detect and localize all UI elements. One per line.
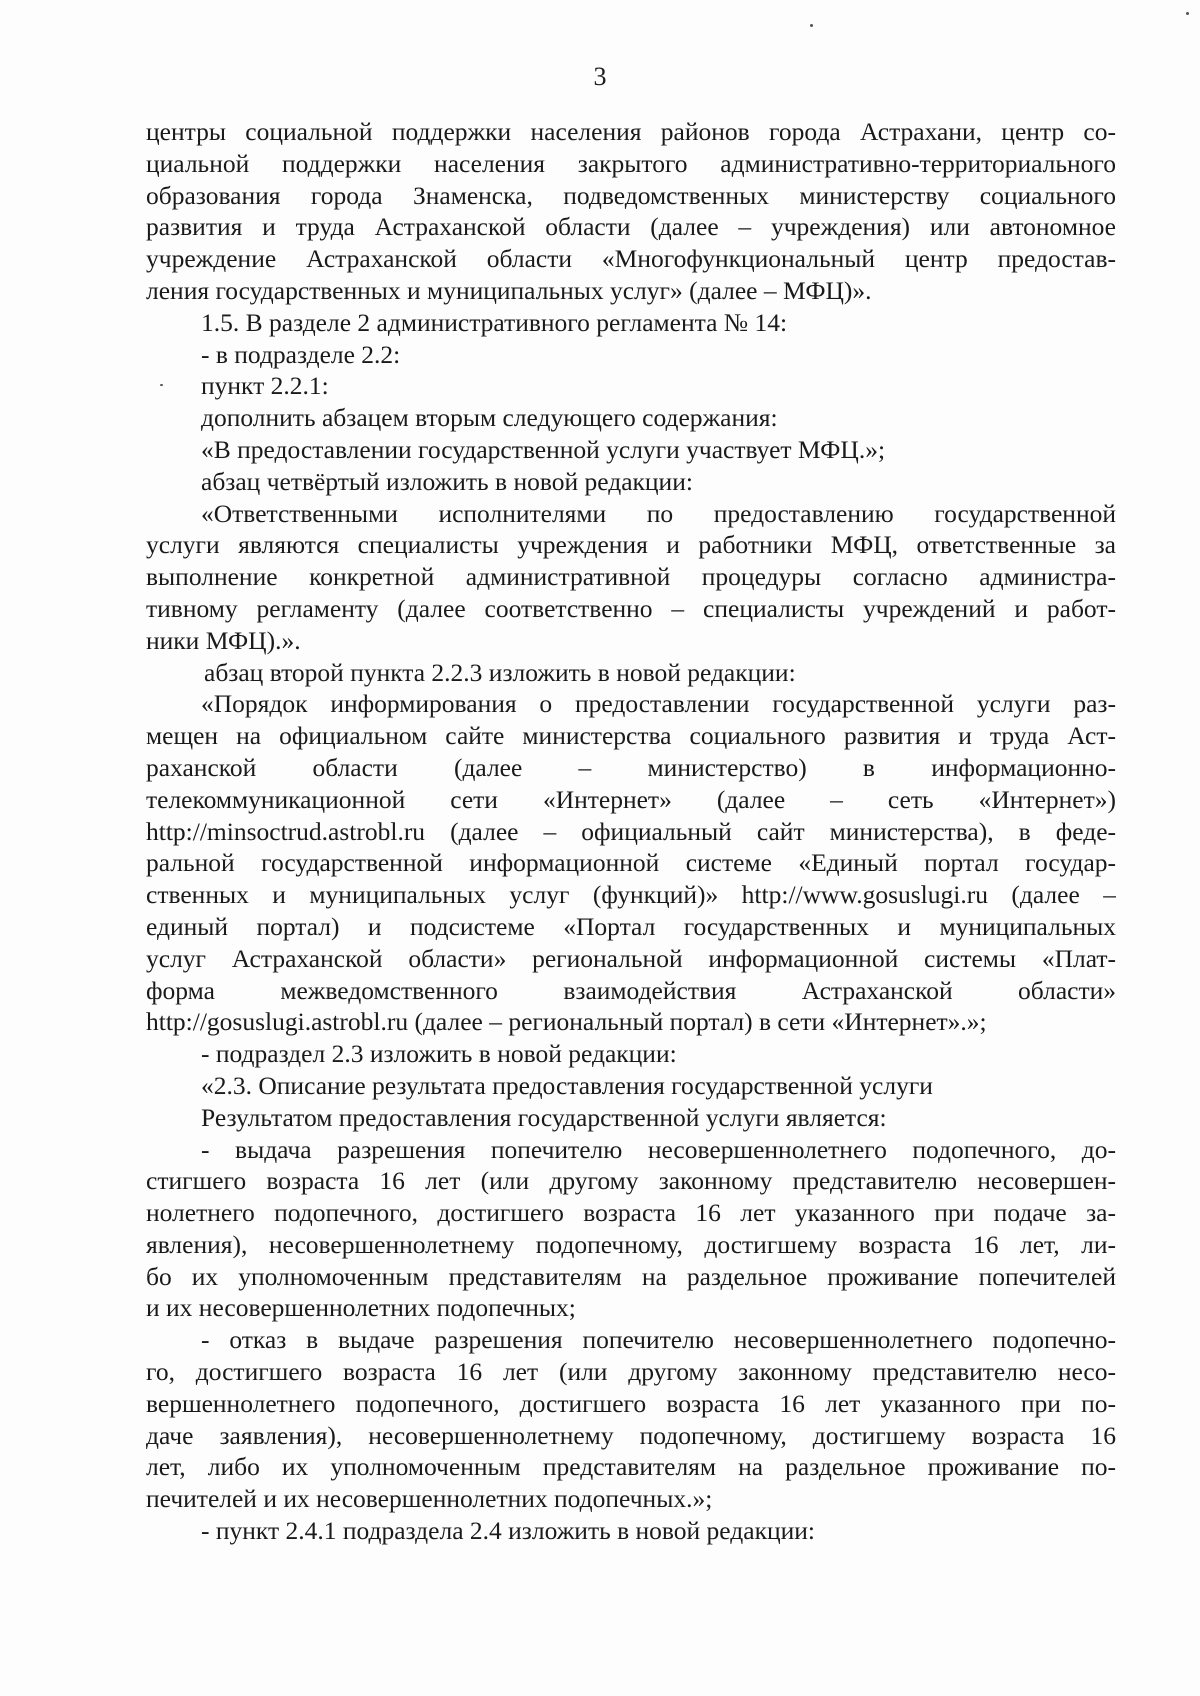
text-line: - отказ в выдаче разрешения попечителю несовершеннолетнего подопечно- [201,1325,1116,1355]
text-line: «В предоставлении государственной услуги участвует МФЦ.»; [201,434,886,464]
text-line: даче заявления), несовершеннолетнему подопечному, достигшему возраста 16 [146,1420,1116,1450]
text-line: центры социальной поддержки населения районов города Астрахани, центр со- [146,117,1116,146]
text-line: http://gosuslugi.astrobl.ru (далее – региональный портал) в сети «Интернет».»; [146,1007,987,1037]
text-line: единый портал) и подсистеме «Портал государственных и муниципальных [146,911,1116,941]
text-line: ральной государственной информационной системе «Единый портал государ- [146,848,1116,878]
text-line: форма межведомственного взаимодействия Астраханской области» [146,975,1116,1005]
text-line: вершеннолетнего подопечного, достигшего возраста 16 лет указанного при по- [146,1388,1116,1418]
text-line: тивному регламенту (далее соответственно – специалисты учреждений и работ- [146,593,1116,623]
text-line: абзац четвёртый изложить в новой редакции: [201,466,693,496]
text-line: го, достигшего возраста 16 лет (или другому законному представителю несо- [146,1357,1116,1387]
text-line: 1.5. В разделе 2 административного регламента № 14: [201,307,788,337]
text-line: выполнение конкретной административной процедуры согласно администра- [146,562,1116,592]
text-line: ники МФЦ).». [146,625,301,655]
text-line: ственных и муниципальных услуг (функций)» http://www.gosuslugi.ru (далее – [146,880,1116,910]
text-line: услуги являются специалисты учреждения и работники МФЦ, ответственные за [146,530,1116,560]
text-line: - выдача разрешения попечителю несовершеннолетнего подопечного, до- [201,1134,1116,1164]
text-line: Результатом предоставления государственной услуги является: [201,1102,887,1132]
text-line: - в подразделе 2.2: [201,339,401,369]
text-line: пункт 2.2.1: [201,371,329,401]
page-number: 3 [593,62,607,91]
text-line: образования города Знаменска, подведомственных министерству социального [146,180,1116,210]
text-line: циальной поддержки населения закрытого административно-территориального [146,148,1116,178]
text-line: - пункт 2.4.1 подраздела 2.4 изложить в новой редакции: [201,1516,815,1546]
scan-speck [160,384,163,386]
text-line: «Ответственными исполнителями по предоставлению государственной [201,498,1116,528]
text-line: «2.3. Описание результата предоставления государственной услуги [201,1070,933,1100]
text-line: и их несовершеннолетних подопечных; [146,1293,576,1323]
text-line: нолетнего подопечного, достигшего возраста 16 лет указанного при подаче за- [146,1198,1116,1228]
text-line: стигшего возраста 16 лет (или другому законному представителю несовершен- [146,1166,1116,1196]
text-line: мещен на официальном сайте министерства социального развития и труда Аст- [146,721,1116,751]
text-line: http://minsoctrud.astrobl.ru (далее – официальный сайт министерства), в феде- [146,816,1116,846]
text-line: услуг Астраханской области» региональной информационной системы «Плат- [146,943,1116,973]
text-line: явления), несовершеннолетнему подопечному, достигшему возраста 16 лет, ли- [146,1229,1116,1259]
text-line: ления государственных и муниципальных услуг» (далее – МФЦ)». [146,275,872,305]
scan-speck [1186,12,1189,15]
text-line: бо их уполномоченным представителям на раздельное проживание попечителей [146,1261,1116,1291]
scan-speck [810,24,813,27]
document-body [146,116,1116,1547]
text-line: «Порядок информирования о предоставлении государственной услуги раз- [201,689,1116,719]
text-line: развития и труда Астраханской области (далее – учреждения) или автономное [146,212,1116,242]
text-line: абзац второй пункта 2.2.3 изложить в новой редакции: [204,657,796,687]
text-line: дополнить абзацем вторым следующего содержания: [201,403,778,433]
text-line: печителей и их несовершеннолетних подопечных.»; [146,1484,713,1514]
text-line: - подраздел 2.3 изложить в новой редакции: [201,1039,677,1069]
text-line: раханской области (далее – министерство) в информационно- [146,752,1116,782]
text-line: лет, либо их уполномоченным представителям на раздельное проживание по- [146,1452,1116,1482]
text-line: телекоммуникационной сети «Интернет» (далее – сеть «Интернет») [146,784,1116,814]
text-line: учреждение Астраханской области «Многофункциональный центр предостав- [146,244,1116,274]
